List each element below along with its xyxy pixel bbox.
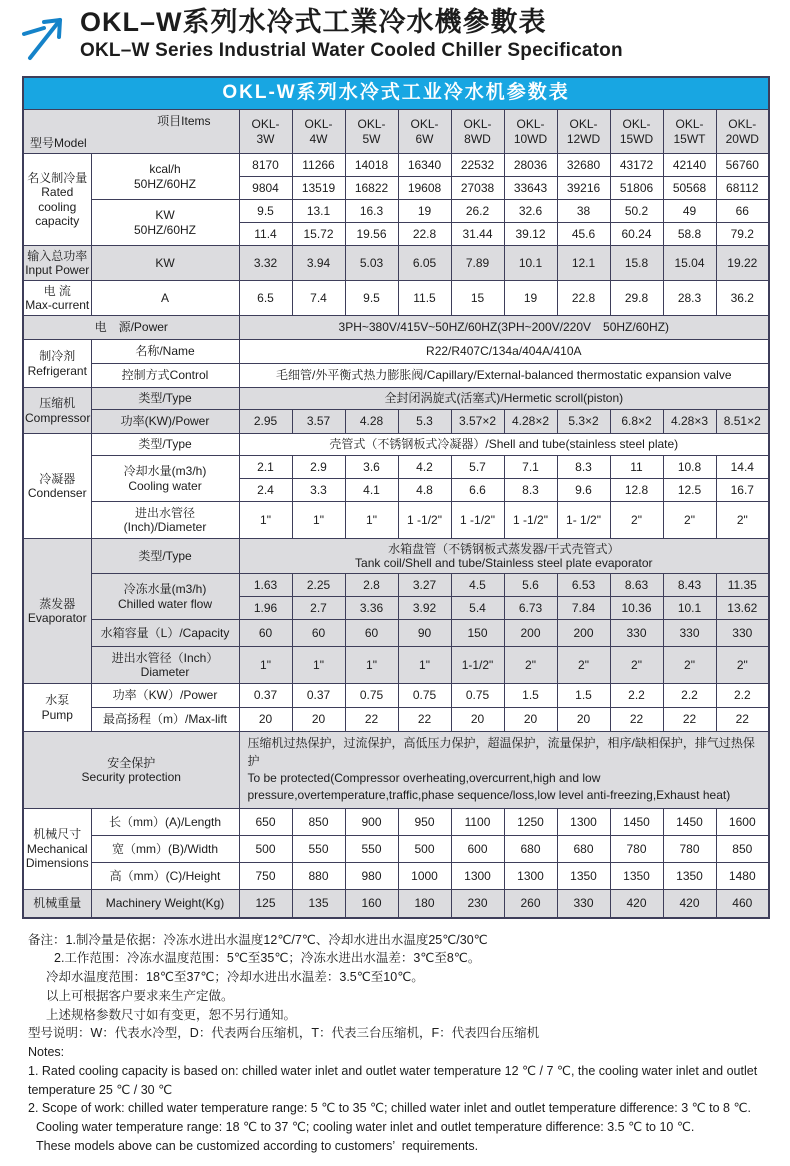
value-cell: 880 bbox=[292, 862, 345, 889]
value-cell: 600 bbox=[451, 835, 504, 862]
value-cell: 29.8 bbox=[610, 281, 663, 316]
refrigerant-control-value: 毛细管/外平衡式热力膨胀阀/Capillary/External-balanced thermostatic expansion valve bbox=[239, 364, 769, 388]
item-label-chilled-flow: 冷冻水量(m3/h) Chilled water flow bbox=[91, 574, 239, 620]
value-cell: 19 bbox=[398, 200, 451, 223]
value-cell: 3.36 bbox=[345, 597, 398, 620]
item-label-evaporator-pipe: 进出水管径（Inch） Diameter bbox=[91, 647, 239, 684]
row-kw-50hz bbox=[23, 200, 769, 223]
value-cell: 5.3×2 bbox=[557, 410, 610, 434]
value-cell: 2" bbox=[610, 502, 663, 539]
value-cell: 11.4 bbox=[239, 223, 292, 246]
model-header-cell: OKL- 15WD bbox=[610, 110, 663, 154]
value-cell: 12.8 bbox=[610, 479, 663, 502]
value-cell: 19 bbox=[504, 281, 557, 316]
note-zh-1: 备注：1.制冷量是依据：冷冻水进出水温度12℃/7℃、冷却水进出水温度25℃/30℃ bbox=[28, 932, 488, 947]
value-cell: 22 bbox=[663, 708, 716, 732]
value-cell: 33643 bbox=[504, 177, 557, 200]
value-cell: 20 bbox=[504, 708, 557, 732]
value-cell: 750 bbox=[239, 862, 292, 889]
note-zh-3: 冷却水温度范围：18℃至37℃；冷却水进出水温差：3.5℃至10℃。 bbox=[46, 970, 424, 985]
condenser-type-value: 壳管式（不锈钢板式冷凝器）/Shell and tube(stainless steel plate) bbox=[239, 434, 769, 456]
value-cell: 980 bbox=[345, 862, 398, 889]
value-cell: 1350 bbox=[610, 862, 663, 889]
value-cell: 3.94 bbox=[292, 246, 345, 281]
value-cell: 1450 bbox=[610, 808, 663, 835]
value-cell: 2" bbox=[716, 647, 769, 684]
value-cell: 4.28×2 bbox=[504, 410, 557, 434]
value-cell: 420 bbox=[663, 889, 716, 918]
value-cell: 1600 bbox=[716, 808, 769, 835]
row-condenser-pipe bbox=[23, 502, 769, 539]
note-zh-4: 以上可根据客户要求来生产定做。 bbox=[46, 988, 234, 1003]
note-zh-2: 2.工作范围：冷冻水温度范围：5℃至35℃；冷冻水进出水温差：3℃至8℃。 bbox=[54, 951, 481, 966]
section-label-power-supply: 电 源/Power bbox=[23, 316, 239, 340]
value-cell: 15.72 bbox=[292, 223, 345, 246]
value-cell: 42140 bbox=[663, 154, 716, 177]
model-header-cell: OKL- 10WD bbox=[504, 110, 557, 154]
value-cell: 180 bbox=[398, 889, 451, 918]
value-cell: 2.7 bbox=[292, 597, 345, 620]
value-cell: 22 bbox=[345, 708, 398, 732]
value-cell: 4.8 bbox=[398, 479, 451, 502]
item-label-weight: Machinery Weight(Kg) bbox=[91, 889, 239, 918]
value-cell: 1" bbox=[292, 647, 345, 684]
value-cell: 900 bbox=[345, 808, 398, 835]
value-cell: 13.1 bbox=[292, 200, 345, 223]
value-cell: 20 bbox=[239, 708, 292, 732]
footer-notes bbox=[0, 919, 790, 1166]
value-cell: 28036 bbox=[504, 154, 557, 177]
model-header-cell: OKL- 12WD bbox=[557, 110, 610, 154]
value-cell: 4.5 bbox=[451, 574, 504, 597]
item-label-length: 长（mm）(A)/Length bbox=[91, 808, 239, 835]
value-cell: 3.3 bbox=[292, 479, 345, 502]
section-label-input-power: 输入总功率 Input Power bbox=[23, 246, 91, 281]
value-cell: 260 bbox=[504, 889, 557, 918]
value-cell: 500 bbox=[239, 835, 292, 862]
value-cell: 1450 bbox=[663, 808, 716, 835]
value-cell: 2" bbox=[716, 502, 769, 539]
value-cell: 16.7 bbox=[716, 479, 769, 502]
value-cell: 3.32 bbox=[239, 246, 292, 281]
value-cell: 1" bbox=[239, 502, 292, 539]
value-cell: 2.25 bbox=[292, 574, 345, 597]
spec-table bbox=[22, 76, 770, 919]
value-cell: 15 bbox=[451, 281, 504, 316]
value-cell: 16.3 bbox=[345, 200, 398, 223]
security-value: 压缩机过热保护，过流保护，高低压力保护，超温保护，流量保护，相序/缺相保护，排气过热保护 To be protected(Compressor overheating,overcurrent,high and low pressure,overtemperature,traffic,phase sequence/loss,low level anti-freezing,Exhaust heat) bbox=[239, 732, 769, 809]
value-cell: 19.56 bbox=[345, 223, 398, 246]
row-security bbox=[23, 732, 769, 809]
value-cell: 49 bbox=[663, 200, 716, 223]
value-cell: 8.3 bbox=[557, 456, 610, 479]
value-cell: 6.73 bbox=[504, 597, 557, 620]
item-label-pump-power: 功率（KW）/Power bbox=[91, 684, 239, 708]
value-cell: 2.4 bbox=[239, 479, 292, 502]
value-cell: 1300 bbox=[504, 862, 557, 889]
value-cell: 680 bbox=[504, 835, 557, 862]
value-cell: 60 bbox=[239, 620, 292, 647]
value-cell: 2" bbox=[504, 647, 557, 684]
value-cell: 22 bbox=[716, 708, 769, 732]
value-cell: 0.75 bbox=[451, 684, 504, 708]
value-cell: 1350 bbox=[557, 862, 610, 889]
value-cell: 8.63 bbox=[610, 574, 663, 597]
value-cell: 4.2 bbox=[398, 456, 451, 479]
value-cell: 500 bbox=[398, 835, 451, 862]
value-cell: 1480 bbox=[716, 862, 769, 889]
value-cell: 19.22 bbox=[716, 246, 769, 281]
value-cell: 8.3 bbox=[504, 479, 557, 502]
power-supply-value: 3PH~380V/415V~50HZ/60HZ(3PH~200V/220V 50HZ/60HZ) bbox=[239, 316, 769, 340]
section-label-evaporator: 蒸发器 Evaporator bbox=[23, 539, 91, 684]
item-label-compressor-power: 功率(KW)/Power bbox=[91, 410, 239, 434]
value-cell: 11266 bbox=[292, 154, 345, 177]
value-cell: 10.1 bbox=[663, 597, 716, 620]
note-en-3: These models above can be customized according to customers’ requirements. bbox=[36, 1138, 479, 1153]
value-cell: 13.62 bbox=[716, 597, 769, 620]
value-cell: 14018 bbox=[345, 154, 398, 177]
row-refrigerant-name bbox=[23, 340, 769, 364]
value-cell: 1300 bbox=[451, 862, 504, 889]
item-label-evaporator-type: 类型/Type bbox=[91, 539, 239, 574]
value-cell: 8170 bbox=[239, 154, 292, 177]
value-cell: 1" bbox=[345, 647, 398, 684]
value-cell: 38 bbox=[557, 200, 610, 223]
arrow-logo-icon bbox=[20, 12, 72, 62]
value-cell: 60.24 bbox=[610, 223, 663, 246]
value-cell: 79.2 bbox=[716, 223, 769, 246]
row-compressor-power bbox=[23, 410, 769, 434]
item-label-max-current: A bbox=[91, 281, 239, 316]
value-cell: 2.8 bbox=[345, 574, 398, 597]
value-cell: 550 bbox=[345, 835, 398, 862]
value-cell: 0.37 bbox=[292, 684, 345, 708]
value-cell: 1" bbox=[345, 502, 398, 539]
value-cell: 1300 bbox=[557, 808, 610, 835]
corner-cell bbox=[23, 110, 239, 154]
value-cell: 1100 bbox=[451, 808, 504, 835]
value-cell: 7.84 bbox=[557, 597, 610, 620]
value-cell: 4.28 bbox=[345, 410, 398, 434]
item-label-kcal: kcal/h 50HZ/60HZ bbox=[91, 154, 239, 200]
model-header-cell: OKL- 15WT bbox=[663, 110, 716, 154]
value-cell: 3.27 bbox=[398, 574, 451, 597]
value-cell: 22.8 bbox=[398, 223, 451, 246]
value-cell: 22.8 bbox=[557, 281, 610, 316]
value-cell: 7.4 bbox=[292, 281, 345, 316]
note-zh-5: 上述规格参数尺寸如有变更，恕不另行通知。 bbox=[46, 1007, 297, 1022]
item-label-pump-lift: 最高扬程（m）/Max-lift bbox=[91, 708, 239, 732]
value-cell: 7.1 bbox=[504, 456, 557, 479]
value-cell: 2.2 bbox=[610, 684, 663, 708]
value-cell: 1.63 bbox=[239, 574, 292, 597]
row-pump-power bbox=[23, 684, 769, 708]
corner-model-label: 型号Model bbox=[30, 135, 87, 150]
value-cell: 11.35 bbox=[716, 574, 769, 597]
value-cell: 330 bbox=[716, 620, 769, 647]
row-evaporator-pipe bbox=[23, 647, 769, 684]
value-cell: 3.57 bbox=[292, 410, 345, 434]
value-cell: 1" bbox=[292, 502, 345, 539]
item-label-kw: KW 50HZ/60HZ bbox=[91, 200, 239, 246]
row-height bbox=[23, 862, 769, 889]
value-cell: 7.89 bbox=[451, 246, 504, 281]
value-cell: 60 bbox=[345, 620, 398, 647]
value-cell: 16822 bbox=[345, 177, 398, 200]
value-cell: 680 bbox=[557, 835, 610, 862]
note-en-1: 1. Rated cooling capacity is based on: chilled water inlet and outlet water temperature 12 ℃ / 7 ℃, the cooling water inlet and outlet bbox=[28, 1063, 758, 1078]
value-cell: 650 bbox=[239, 808, 292, 835]
page-header bbox=[0, 0, 790, 66]
section-label-rated-cooling: 名义制冷量 Rated cooling capacity bbox=[23, 154, 91, 246]
value-cell: 1000 bbox=[398, 862, 451, 889]
value-cell: 6.6 bbox=[451, 479, 504, 502]
value-cell: 4.1 bbox=[345, 479, 398, 502]
note-en-2: 2. Scope of work: chilled water temperature range: 5 ℃ to 35 ℃; chilled water inlet and outlet temperature difference: 3 ℃ to 8 ℃. bbox=[28, 1101, 751, 1116]
value-cell: 6.05 bbox=[398, 246, 451, 281]
value-cell: 32680 bbox=[557, 154, 610, 177]
value-cell: 58.8 bbox=[663, 223, 716, 246]
value-cell: 1" bbox=[239, 647, 292, 684]
refrigerant-name-value: R22/R407C/134a/404A/410A bbox=[239, 340, 769, 364]
value-cell: 26.2 bbox=[451, 200, 504, 223]
value-cell: 6.5 bbox=[239, 281, 292, 316]
table-title-row bbox=[23, 77, 769, 110]
note-en-2b: Cooling water temperature range: 18 ℃ to 37 ℃; cooling water inlet and outlet temperature difference: 3.5 ℃ to 10 ℃. bbox=[36, 1120, 695, 1135]
value-cell: 11 bbox=[610, 456, 663, 479]
value-cell: 0.37 bbox=[239, 684, 292, 708]
row-power-supply bbox=[23, 316, 769, 340]
note-en-title: Notes: bbox=[28, 1045, 65, 1060]
row-compressor-type bbox=[23, 388, 769, 410]
model-header-cell: OKL- 8WD bbox=[451, 110, 504, 154]
row-evaporator-type bbox=[23, 539, 769, 574]
row-chilled-flow-50hz bbox=[23, 574, 769, 597]
value-cell: 2" bbox=[663, 502, 716, 539]
row-refrigerant-control bbox=[23, 364, 769, 388]
value-cell: 4.28×3 bbox=[663, 410, 716, 434]
value-cell: 330 bbox=[663, 620, 716, 647]
value-cell: 135 bbox=[292, 889, 345, 918]
row-width bbox=[23, 835, 769, 862]
value-cell: 1250 bbox=[504, 808, 557, 835]
value-cell: 22532 bbox=[451, 154, 504, 177]
value-cell: 1-1/2" bbox=[451, 647, 504, 684]
model-header-cell: OKL- 6W bbox=[398, 110, 451, 154]
value-cell: 1 -1/2" bbox=[504, 502, 557, 539]
value-cell: 230 bbox=[451, 889, 504, 918]
value-cell: 0.75 bbox=[398, 684, 451, 708]
corner-items-label: 项目Items bbox=[157, 114, 211, 128]
page-title-en: OKL–W Series Industrial Water Cooled Chiller Specificaton bbox=[80, 39, 623, 61]
value-cell: 32.6 bbox=[504, 200, 557, 223]
value-cell: 1 -1/2" bbox=[398, 502, 451, 539]
value-cell: 550 bbox=[292, 835, 345, 862]
value-cell: 39216 bbox=[557, 177, 610, 200]
value-cell: 16340 bbox=[398, 154, 451, 177]
value-cell: 2.2 bbox=[716, 684, 769, 708]
row-kcal-50hz bbox=[23, 154, 769, 177]
value-cell: 5.4 bbox=[451, 597, 504, 620]
value-cell: 0.75 bbox=[345, 684, 398, 708]
value-cell: 200 bbox=[504, 620, 557, 647]
value-cell: 780 bbox=[610, 835, 663, 862]
value-cell: 2.1 bbox=[239, 456, 292, 479]
value-cell: 200 bbox=[557, 620, 610, 647]
value-cell: 60 bbox=[292, 620, 345, 647]
value-cell: 9804 bbox=[239, 177, 292, 200]
item-label-cooling-water: 冷却水量(m3/h) Cooling water bbox=[91, 456, 239, 502]
value-cell: 20 bbox=[451, 708, 504, 732]
section-label-max-current: 电 流 Max-current bbox=[23, 281, 91, 316]
value-cell: 420 bbox=[610, 889, 663, 918]
row-max-current bbox=[23, 281, 769, 316]
value-cell: 1" bbox=[398, 647, 451, 684]
item-label-refrigerant-control: 控制方式Control bbox=[91, 364, 239, 388]
model-header-row bbox=[23, 110, 769, 154]
value-cell: 3.92 bbox=[398, 597, 451, 620]
value-cell: 2" bbox=[663, 647, 716, 684]
value-cell: 50.2 bbox=[610, 200, 663, 223]
value-cell: 850 bbox=[292, 808, 345, 835]
value-cell: 1.5 bbox=[557, 684, 610, 708]
table-title: OKL-W系列水冷式工业冷水机参数表 bbox=[23, 77, 769, 110]
value-cell: 8.43 bbox=[663, 574, 716, 597]
value-cell: 20 bbox=[557, 708, 610, 732]
compressor-type-value: 全封闭涡旋式(活塞式)/Hermetic scroll(piston) bbox=[239, 388, 769, 410]
value-cell: 5.6 bbox=[504, 574, 557, 597]
value-cell: 2.2 bbox=[663, 684, 716, 708]
value-cell: 2.95 bbox=[239, 410, 292, 434]
value-cell: 8.51×2 bbox=[716, 410, 769, 434]
value-cell: 39.12 bbox=[504, 223, 557, 246]
value-cell: 51806 bbox=[610, 177, 663, 200]
row-length bbox=[23, 808, 769, 835]
section-label-pump: 水泵 Pump bbox=[23, 684, 91, 732]
value-cell: 9.6 bbox=[557, 479, 610, 502]
item-label-refrigerant-name: 名称/Name bbox=[91, 340, 239, 364]
value-cell: 125 bbox=[239, 889, 292, 918]
model-header-cell: OKL- 3W bbox=[239, 110, 292, 154]
value-cell: 2" bbox=[610, 647, 663, 684]
value-cell: 50568 bbox=[663, 177, 716, 200]
value-cell: 68112 bbox=[716, 177, 769, 200]
row-cooling-water-50hz bbox=[23, 456, 769, 479]
value-cell: 2" bbox=[557, 647, 610, 684]
value-cell: 850 bbox=[716, 835, 769, 862]
item-label-compressor-type: 类型/Type bbox=[91, 388, 239, 410]
item-label-condenser-pipe: 进出水管径 (Inch)/Diameter bbox=[91, 502, 239, 539]
item-label-condenser-type: 类型/Type bbox=[91, 434, 239, 456]
value-cell: 11.5 bbox=[398, 281, 451, 316]
section-label-condenser: 冷凝器 Condenser bbox=[23, 434, 91, 539]
value-cell: 5.3 bbox=[398, 410, 451, 434]
value-cell: 19608 bbox=[398, 177, 451, 200]
value-cell: 6.53 bbox=[557, 574, 610, 597]
section-label-security: 安全保护 Security protection bbox=[23, 732, 239, 809]
value-cell: 780 bbox=[663, 835, 716, 862]
value-cell: 5.03 bbox=[345, 246, 398, 281]
model-header-cell: OKL- 4W bbox=[292, 110, 345, 154]
value-cell: 20 bbox=[292, 708, 345, 732]
value-cell: 15.8 bbox=[610, 246, 663, 281]
item-label-width: 宽（mm）(B)/Width bbox=[91, 835, 239, 862]
value-cell: 1350 bbox=[663, 862, 716, 889]
row-weight bbox=[23, 889, 769, 918]
value-cell: 9.5 bbox=[239, 200, 292, 223]
value-cell: 10.36 bbox=[610, 597, 663, 620]
value-cell: 22 bbox=[610, 708, 663, 732]
value-cell: 1.96 bbox=[239, 597, 292, 620]
note-model-legend: 型号说明：W：代表水冷型，D：代表两台压缩机，T：代表三台压缩机，F：代表四台压缩机 bbox=[28, 1026, 540, 1041]
model-header-cell: OKL- 5W bbox=[345, 110, 398, 154]
value-cell: 5.7 bbox=[451, 456, 504, 479]
title-block bbox=[80, 8, 623, 62]
section-label-dimensions: 机械尺寸 Mechanical Dimensions bbox=[23, 808, 91, 889]
value-cell: 28.3 bbox=[663, 281, 716, 316]
value-cell: 1.5 bbox=[504, 684, 557, 708]
value-cell: 460 bbox=[716, 889, 769, 918]
value-cell: 330 bbox=[557, 889, 610, 918]
item-label-input-power: KW bbox=[91, 246, 239, 281]
value-cell: 6.8×2 bbox=[610, 410, 663, 434]
value-cell: 10.8 bbox=[663, 456, 716, 479]
value-cell: 22 bbox=[398, 708, 451, 732]
value-cell: 14.4 bbox=[716, 456, 769, 479]
section-label-weight: 机械重量 bbox=[23, 889, 91, 918]
value-cell: 66 bbox=[716, 200, 769, 223]
value-cell: 3.57×2 bbox=[451, 410, 504, 434]
item-label-tank-capacity: 水箱容量（L）/Capacity bbox=[91, 620, 239, 647]
value-cell: 160 bbox=[345, 889, 398, 918]
value-cell: 56760 bbox=[716, 154, 769, 177]
row-pump-lift bbox=[23, 708, 769, 732]
page-title-zh: OKL–W系列水冷式工業冷水機參數表 bbox=[80, 7, 547, 37]
value-cell: 10.1 bbox=[504, 246, 557, 281]
value-cell: 90 bbox=[398, 620, 451, 647]
value-cell: 36.2 bbox=[716, 281, 769, 316]
value-cell: 2.9 bbox=[292, 456, 345, 479]
value-cell: 330 bbox=[610, 620, 663, 647]
value-cell: 3.6 bbox=[345, 456, 398, 479]
note-en-1b: temperature 25 ℃ / 30 ℃ bbox=[28, 1082, 173, 1097]
value-cell: 950 bbox=[398, 808, 451, 835]
value-cell: 1 -1/2" bbox=[451, 502, 504, 539]
section-label-refrigerant: 制冷剂 Refrigerant bbox=[23, 340, 91, 388]
value-cell: 9.5 bbox=[345, 281, 398, 316]
row-input-power bbox=[23, 246, 769, 281]
value-cell: 1- 1/2" bbox=[557, 502, 610, 539]
model-header-cell: OKL- 20WD bbox=[716, 110, 769, 154]
value-cell: 12.1 bbox=[557, 246, 610, 281]
row-condenser-type bbox=[23, 434, 769, 456]
row-tank-capacity bbox=[23, 620, 769, 647]
item-label-height: 高（mm）(C)/Height bbox=[91, 862, 239, 889]
value-cell: 12.5 bbox=[663, 479, 716, 502]
evaporator-type-value: 水箱盘管（不锈钢板式蒸发器/干式壳管式） Tank coil/Shell and tube/Stainless steel plate evaporator bbox=[239, 539, 769, 574]
value-cell: 31.44 bbox=[451, 223, 504, 246]
value-cell: 45.6 bbox=[557, 223, 610, 246]
value-cell: 43172 bbox=[610, 154, 663, 177]
section-label-compressor: 压缩机 Compressor bbox=[23, 388, 91, 434]
value-cell: 27038 bbox=[451, 177, 504, 200]
value-cell: 15.04 bbox=[663, 246, 716, 281]
value-cell: 150 bbox=[451, 620, 504, 647]
value-cell: 13519 bbox=[292, 177, 345, 200]
